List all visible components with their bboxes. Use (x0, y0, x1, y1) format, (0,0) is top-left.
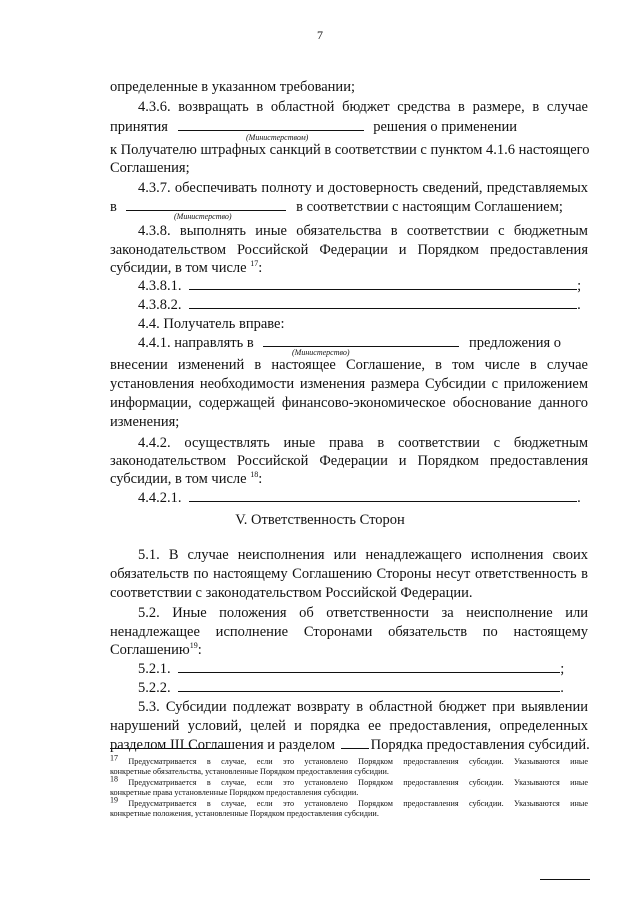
item-number: 4.4.2.1. (138, 490, 182, 506)
fill-blank (126, 198, 286, 211)
footnote-number: 17 (110, 753, 118, 763)
text-fragment: . (560, 680, 564, 696)
footnote (110, 795, 588, 809)
text-fragment: ; (560, 661, 565, 677)
footnote-ref: 17 (250, 259, 259, 269)
text-fragment: Порядка предоставления субсидий. (370, 737, 590, 753)
footnote-separator (110, 748, 230, 749)
text-line: 5.2. Иные положения об ответственности за неисполнение или (138, 605, 588, 621)
fill-blank (178, 118, 364, 131)
text-line: нарушений условий, целей и порядка ее предоставления, определенных (110, 718, 588, 734)
text-line: Соглашению$^{19}$: (110, 641, 202, 658)
fill-blank (189, 296, 577, 309)
fill-blank (178, 679, 560, 692)
text-fragment: ; (577, 278, 582, 294)
footnote: конкретные права установленные Порядком предоставления субсидии. (110, 788, 359, 797)
text-fragment: Соглашению (110, 642, 190, 658)
text-line: 4.3.8. выполнять иные обязательства в соответствии с бюджетным (138, 223, 588, 239)
text-line: ненадлежащее исполнение Сторонами обязательств по настоящему (110, 624, 588, 640)
text-line: 4.4.2. осуществлять иные права в соответствии с бюджетным (138, 435, 588, 451)
text-line: законодательством Российской Федерации и Порядком предоставления (110, 453, 588, 469)
page-end-mark (540, 879, 590, 880)
text-line: Соглашения; (110, 160, 190, 176)
text-line: 4.3.7. обеспечивать полноту и достоверность сведений, представляемых (138, 180, 588, 196)
item-number: 4.3.8.2. (138, 297, 182, 313)
footnote-ref: 19 (189, 641, 198, 651)
text-line (138, 660, 588, 678)
footnote-text: Предусматривается в случае, если это установлено Порядком предоставления субсидии. Указываются иные (128, 799, 588, 808)
text-line: определенные в указанном требовании; (110, 79, 355, 95)
text-fragment: разделом III Соглашения и разделом (110, 737, 336, 753)
text-line (138, 679, 588, 697)
footnote-number: 18 (110, 774, 118, 784)
text-fragment: . (577, 490, 581, 506)
footnote: конкретные обязательства, установленные Порядком предоставления субсидии. (110, 767, 389, 776)
text-line (138, 277, 588, 295)
text-fragment: в соответствии с настоящим Соглашением; (296, 199, 563, 215)
text-line: 4.3.6. возвращать в областной бюджет средства в размере, в случае (138, 99, 588, 115)
text-fragment: предложения о (468, 335, 562, 351)
text-line (110, 736, 588, 754)
text-line: соответствии с законодательством Российской Федерации. (110, 585, 473, 601)
text-line: законодательством Российской Федерации и Порядком предоставления (110, 242, 588, 258)
text-line (110, 118, 588, 136)
blank-caption: (Министерство) (292, 348, 350, 357)
text-line: обязательств по настоящему Соглашению Стороны несут ответственность в (110, 566, 588, 582)
text-line: 4.4. Получатель вправе: (138, 316, 285, 332)
footnote-text: Предусматривается в случае, если это установлено Порядком предоставления субсидии. Указываются иные (128, 757, 588, 766)
text-line: внесении изменений в настоящее Соглашение, в том числе в случае (110, 357, 588, 373)
text-line (138, 296, 588, 314)
footnote-text: Предусматривается в случае, если это установлено Порядком предоставления субсидии. Указываются иные (128, 778, 588, 787)
item-number: 4.3.8.1. (138, 278, 182, 294)
fill-blank (178, 660, 560, 673)
text-line: 5.3. Субсидии подлежат возврату в областной бюджет при выявлении (138, 699, 588, 715)
blank-caption: (Министерство) (174, 212, 232, 221)
text-line (138, 334, 588, 352)
text-line (138, 489, 588, 507)
text-line: установления необходимости изменения размера Субсидии с приложением (110, 376, 588, 392)
page-number: 7 (317, 28, 323, 42)
footnote: конкретные положения, установленные Порядком предоставления субсидии. (110, 809, 379, 818)
item-number: 5.2.1. (138, 661, 171, 677)
fill-blank (189, 489, 577, 502)
blank-caption: (Министерством) (246, 133, 309, 142)
text-line: субсидии, в том числе $^{17}$: (110, 259, 263, 276)
fill-blank (189, 277, 577, 290)
text-line: к Получателю штрафных санкций в соответствии с пунктом 4.1.6 настоящего (110, 142, 590, 158)
text-fragment: принятия (110, 119, 168, 135)
text-line: 5.1. В случае неисполнения или ненадлежащего исполнения своих (138, 547, 588, 563)
text-fragment: субсидии, в том числе (110, 260, 247, 276)
section-heading: V. Ответственность Сторон (235, 512, 405, 528)
text-line: субсидии, в том числе $^{18}$: (110, 470, 263, 487)
footnote-number: 19 (110, 795, 118, 805)
footnote-ref: 18 (250, 470, 259, 480)
item-number: 5.2.2. (138, 680, 171, 696)
text-fragment: решения о применении (373, 119, 518, 135)
text-fragment: . (577, 297, 581, 313)
footnote (110, 774, 588, 788)
footnote (110, 753, 588, 767)
fill-blank (341, 736, 369, 749)
text-fragment: в (110, 199, 117, 215)
text-fragment: 4.4.1. направлять в (138, 335, 254, 351)
text-line: информации, содержащей финансово-экономическое обоснование данного (110, 395, 588, 411)
fill-blank (263, 334, 459, 347)
text-fragment: субсидии, в том числе (110, 471, 247, 487)
text-line: изменения; (110, 414, 180, 430)
